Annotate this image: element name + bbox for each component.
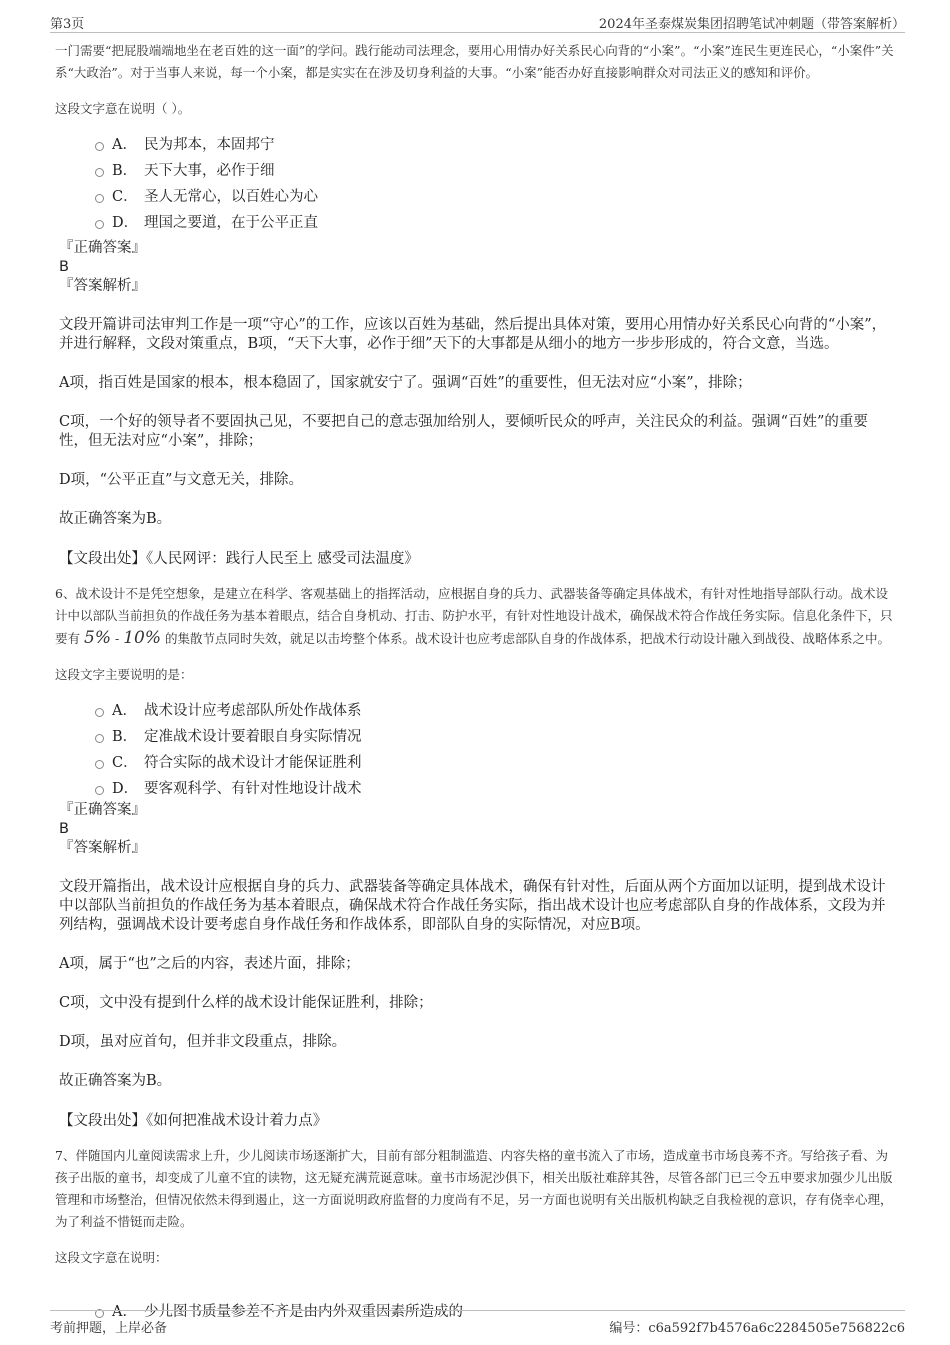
q7-passage: 7、伴随国内儿童阅读需求上升，少儿阅读市场逐渐扩大，目前有部分粗制滥造、内容失格的童书流入了市场，造成童书市场良莠不齐。写给孩子看、为孩子出版的童书，却变成了儿童不宜的读物，这无疑充满荒诞意味。童书市场泥沙俱下，相关出版社难辞其咎，尽管各部门已三令五申要求加强少儿出版管理和市场整治，但情况依然未得到遏止，这一方面说明政府监督的力度尚有不足，另一方面也说明有关出版机构缺乏自我检视的意识，存有侥幸心理，为了利益不惜铤而走险。: [55, 1148, 893, 1229]
analysis-conclusion: 故正确答案为B。: [59, 511, 172, 527]
radio-icon[interactable]: [95, 708, 104, 717]
correct-answer-label: 『正确答案』: [59, 240, 146, 256]
math-dash: -: [114, 631, 120, 646]
option-a[interactable]: A． 战术设计应考虑部队所处作战体系: [95, 696, 895, 722]
page-footer: [50, 1310, 905, 1341]
q5-options: [95, 130, 895, 234]
option-d[interactable]: D． 要客观科学、有针对性地设计战术: [95, 774, 895, 800]
radio-icon[interactable]: [95, 194, 104, 203]
analysis-paragraph: A项，指百姓是国家的根本，根本稳固了，国家就安宁了。强调“百姓”的重要性，但无法对应“小案”，排除；: [59, 375, 752, 391]
option-a[interactable]: A． 民为邦本，本固邦宁: [95, 130, 895, 156]
q6-passage: 6、战术设计不是凭空想象，是建立在科学、客观基础上的指挥活动，应根据自身的兵力、武器装备等确定具体战术，有针对性地指导部队行动。战术设计中以部队当前担负的作战任务为基本着眼点，结合自身机动、打击、防护水平，有针对性地设计战术，确保战术符合作战任务实际。信息化条件下，只要有 5% - 10% 的集散节点同时失效，就足以击垮整个体系。战术设计也应考虑部队自身的作战体系，把战术行动设计融入到战役、战略体系之中。: [55, 586, 893, 648]
option-b[interactable]: B． 天下大事，必作于细: [95, 156, 895, 182]
analysis-conclusion: 故正确答案为B。: [59, 1073, 172, 1089]
radio-icon[interactable]: [95, 142, 104, 151]
option-d[interactable]: D． 理国之要道，在于公平正直: [95, 208, 895, 234]
correct-answer: B: [59, 259, 69, 275]
analysis-paragraph: C项，文中没有提到什么样的战术设计能保证胜利，排除；: [59, 995, 433, 1011]
document-id: 编号：c6a592f7b4576a6c2284505e756822c6: [609, 1321, 905, 1336]
analysis-paragraph: D项，“公平正直”与文意无关，排除。: [59, 472, 303, 488]
option-c[interactable]: C． 符合实际的战术设计才能保证胜利: [95, 748, 895, 774]
q6-question: 这段文字主要说明的是：: [55, 667, 193, 682]
analysis-paragraph: D项，虽对应首句，但并非文段重点，排除。: [59, 1034, 347, 1050]
q5-passage: 一门需要“把屁股端端地坐在老百姓的这一面”的学问。践行能动司法理念，要用心用情办好关系民心向背的“小案”。“小案”连民生更连民心，“小案件”关系“大政治”。对于当事人来说，每一个小案，都是实实在在涉及切身利益的大事。“小案”能否办好直接影响群众对司法正义的感知和评价。: [55, 43, 894, 80]
analysis-paragraph: 文段开篇指出，战术设计应根据自身的兵力、武器装备等确定具体战术，确保有针对性，后面从两个方面加以证明，提到战术设计中以部队当前担负的作战任务为基本着眼点，确保战术符合作战任务实际，指出战术设计也应考虑部队自身的作战体系，文段为并列结构，强调战术设计要考虑自身作战任务和作战体系，即部队自身的实际情况，对应B项。: [59, 879, 886, 933]
option-a[interactable]: A． 少儿图书质量参差不齐是由内外双重因素所造成的: [95, 1297, 895, 1323]
correct-answer-label: 『正确答案』: [59, 802, 146, 818]
radio-icon[interactable]: [95, 168, 104, 177]
page-number: 第3页: [50, 17, 85, 32]
radio-icon[interactable]: [95, 220, 104, 229]
q6-options: [95, 696, 895, 800]
correct-answer: B: [59, 821, 69, 837]
radio-icon[interactable]: [95, 760, 104, 769]
analysis-label: 『答案解析』: [59, 278, 146, 294]
radio-icon[interactable]: [95, 786, 104, 795]
analysis-label: 『答案解析』: [59, 840, 146, 856]
radio-icon[interactable]: [95, 734, 104, 743]
q7-question: 这段文字意在说明：: [55, 1250, 168, 1265]
analysis-paragraph: C项，一个好的领导者不要固执己见，不要把自己的意志强加给别人，要倾听民众的呼声，关注民众的利益。强调“百姓”的重要性，但无法对应“小案”，排除；: [59, 414, 868, 449]
document-body: [55, 40, 895, 1323]
source-citation: 【文段出处】《人民网评：践行人民至上 感受司法温度》: [59, 551, 419, 567]
option-b[interactable]: B． 定准战术设计要着眼自身实际情况: [95, 722, 895, 748]
page-header: [50, 10, 905, 33]
analysis-paragraph: A项，属于“也”之后的内容，表述片面，排除；: [59, 956, 360, 972]
analysis-paragraph: 文段开篇讲司法审判工作是一项“守心”的工作，应该以百姓为基础，然后提出具体对策，要用心用情办好关系民心向背的“小案”，并进行解释，文段对策重点，B项，“天下大事，必作于细”天下的大事都是从细小的地方一步步形成的，符合文意，当选。: [59, 317, 887, 352]
q5-question: 这段文字意在说明（ ）。: [55, 101, 191, 116]
footer-slogan: 考前押题，上岸必备: [50, 1321, 168, 1336]
option-c[interactable]: C． 圣人无常心，以百姓心为心: [95, 182, 895, 208]
math-percent-low: 5%: [84, 628, 111, 648]
document-title: 2024年圣泰煤炭集团招聘笔试冲刺题（带答案解析）: [598, 17, 905, 32]
source-citation: 【文段出处】《如何把准战术设计着力点》: [59, 1113, 328, 1129]
math-percent-high: 10%: [123, 628, 161, 648]
